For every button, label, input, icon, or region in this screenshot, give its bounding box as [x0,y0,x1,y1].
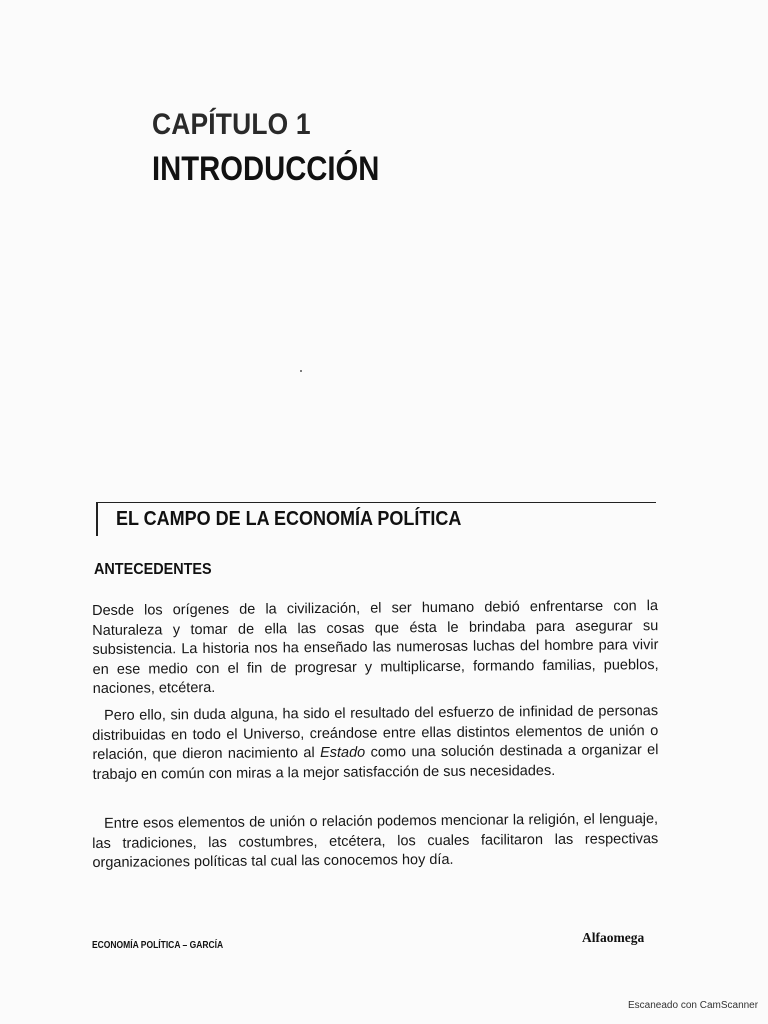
chapter-number: CAPÍTULO 1 [152,108,311,141]
emphasis-estado: Estado [319,744,366,762]
section-bar [96,502,98,536]
footer-book-title: ECONOMÍA POLÍTICA – GARCÍA [92,940,224,951]
paragraph-1: Desde los orígenes de la civilización, el ser humano debió enfrentarse con la Naturaleza y tomar de ella las cosas que ésta le brindaba para asegurar su subsistencia. La historia nos ha enseñado las numerosas luchas del hombre para vivir en ese medio con el fin de progresar y multiplicarse, formando familias, pueblos, naciones, etcétera. [92,598,659,697]
subheading: ANTECEDENTES [94,561,212,578]
chapter-title: INTRODUCCIÓN [152,150,380,188]
footer-publisher: Alfaomega [582,930,645,945]
section-rule [96,502,656,503]
scan-speck [300,370,302,372]
scanner-watermark: Escaneado con CamScanner [628,1000,759,1011]
paragraph-3: Entre esos elementos de unión o relación podemos mencionar la religión, el lenguaje, las tradiciones, las costumbres, etcétera, los cuales facilitaron las respectivas organizaciones políticas tal cual las conocemos hoy día. [92,811,659,871]
paragraph-2: Pero ello, sin duda alguna, ha sido el resultado del esfuerzo de infinidad de personas distribuidas en todo el Universo, creándose entre ellas distintos elementos de unión o relación, que dieron nacimiento al Estado como una solución destinada a organizar el trabajo en común con miras a la mejor satisfacción de sus necesidades. [92,703,659,783]
section-heading: EL CAMPO DE LA ECONOMÍA POLÍTICA [116,508,462,530]
